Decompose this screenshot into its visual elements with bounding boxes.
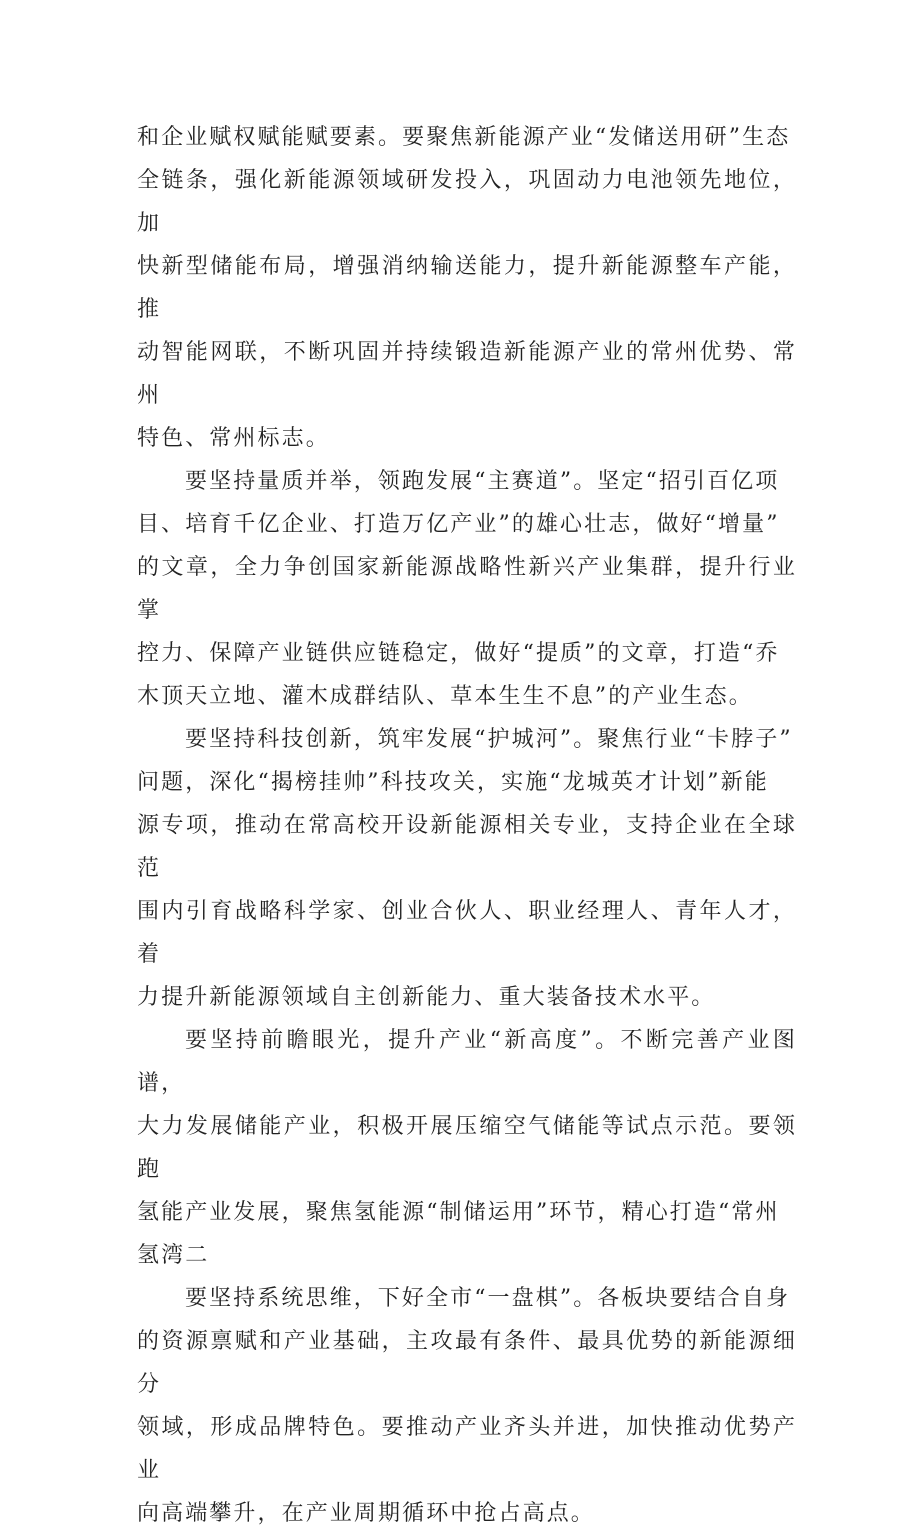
paragraph-2	[137, 460, 797, 718]
line: 快新型储能布局，增强消纳输送能力，提升新能源整车产能，推	[137, 254, 797, 322]
line: 氢湾二	[137, 1243, 210, 1268]
paragraph-5	[137, 1277, 797, 1535]
line: 控力、保障产业链供应链稳定，做好“提质”的文章，打造“乔	[137, 641, 780, 666]
line: 和企业赋权赋能赋要素。要聚焦新能源产业“发储送用研”生态	[137, 125, 791, 150]
line: 目、培育千亿企业、打造万亿产业”的雄心壮志，做好“增量”	[137, 512, 780, 537]
line: 的资源禀赋和产业基础，主攻最有条件、最具优势的新能源细分	[137, 1329, 797, 1397]
line: 向高端攀升，在产业周期循环中抢占高点。	[137, 1501, 595, 1526]
line: 的文章，全力争创国家新能源战略性新兴产业集群，提升行业掌	[137, 555, 797, 623]
line: 源专项，推动在常高校开设新能源相关专业，支持企业在全球范	[137, 813, 797, 881]
line: 要坚持系统思维，下好全市“一盘棋”。各板块要结合自身	[185, 1286, 791, 1311]
document-body	[137, 116, 797, 1535]
line: 大力发展储能产业，积极开展压缩空气储能等试点示范。要领跑	[137, 1114, 797, 1182]
line: 要坚持科技创新，筑牢发展“护城河”。聚焦行业“卡脖子”	[185, 727, 793, 752]
line: 木顶天立地、灌木成群结队、草本生生不息”的产业生态。	[137, 684, 753, 709]
line: 领域，形成品牌特色。要推动产业齐头并进，加快推动优势产业	[137, 1415, 797, 1483]
paragraph-4	[137, 1019, 797, 1277]
line: 氢能产业发展，聚焦氢能源“制储运用”环节，精心打造“常州	[137, 1200, 780, 1225]
paragraph-3	[137, 718, 797, 1019]
line: 特色、常州标志。	[137, 426, 330, 451]
line: 要坚持前瞻眼光，提升产业“新高度”。不断完善产业图谱，	[137, 1028, 797, 1096]
line: 要坚持量质并举，领跑发展“主赛道”。坚定“招引百亿项	[185, 469, 780, 494]
paragraph-1	[137, 116, 797, 460]
line: 动智能网联，不断巩固并持续锻造新能源产业的常州优势、常州	[137, 340, 797, 408]
line: 全链条，强化新能源领域研发投入，巩固动力电池领先地位，加	[137, 168, 797, 236]
line: 力提升新能源领域自主创新能力、重大装备技术水平。	[137, 985, 716, 1010]
line: 围内引育战略科学家、创业合伙人、职业经理人、青年人才，着	[137, 899, 797, 967]
line: 问题，深化“揭榜挂帅”科技攻关，实施“龙城英才计划”新能	[137, 770, 769, 795]
